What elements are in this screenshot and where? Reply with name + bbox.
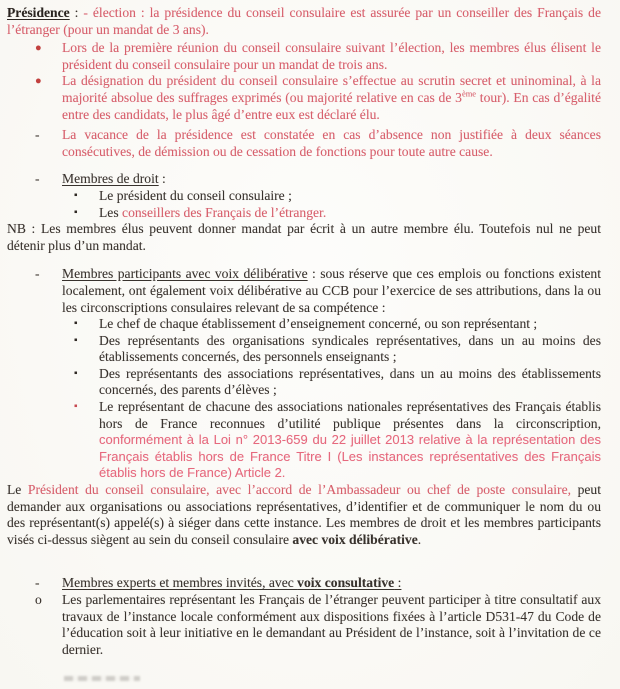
list-item-participants-4 <box>74 399 601 482</box>
law-citation-text: conformément à la Loi n° 2013-659 du 22 juillet 2013 relative à la représentation des Français établis hors de France Titre I (Les instances représentatives des Français établis hors de France) Article 2. <box>99 432 601 481</box>
dash-icon: - <box>35 266 40 282</box>
dash-icon: - <box>35 575 40 591</box>
president-highlight-text: Président du conseil consulaire, avec l’accord de l’Ambassadeur ou chef de poste consulaire, <box>27 482 572 498</box>
list-item-text: La vacance de la présidence est constatée en cas d’absence non justifiée à deux séances consécutives, de démission ou de cessation de fonctions pour toute autre cause. <box>62 127 601 159</box>
section-heading-text: Membres de droit : <box>62 171 166 187</box>
list-item-droit-1 <box>74 188 601 205</box>
intro-paragraph <box>7 5 601 38</box>
list-item-text: Des représentants des associations représentatives, dans un au moins des établissements concernés, des parents d’élèves ; <box>99 365 601 398</box>
bullet-icon: ● <box>35 42 42 55</box>
section-heading-text: Membres experts et membres invités, avec voix consultative : <box>62 575 402 591</box>
square-bullet-icon: ▪ <box>74 206 78 218</box>
square-bullet-icon: ▪ <box>74 189 78 201</box>
dash-icon: - <box>35 171 40 187</box>
section-heading-text: Membres participants avec voix délibérative : sous réserve que ces emplois ou fonctions existent localement, ont également voix délibérative au CCB pour l’exercice de ses attributions, dans la ou les circonscriptions consulaires relevant de sa compétence : <box>62 266 601 315</box>
section-heading-membres-experts <box>35 575 601 592</box>
title-separator: : <box>69 5 84 20</box>
president-paragraph: Le Président du conseil consulaire, avec l’accord de l’Ambassadeur ou chef de poste consulaire, peut demander aux organisations ou associations représentatives, d’identifier et de communiquer le nom du ou des représentant(s) appelé(s) à siéger dans cette instance. Les membres de droit et les membres participants visés ci-dessus siègent au sein du conseil consulaire avec voix délibérative. <box>7 482 602 547</box>
list-item-text: Le chef de chaque établissement d’enseignement concerné, ou son représentant ; <box>99 316 538 332</box>
circle-bullet-icon: o <box>35 592 42 607</box>
voix-deliberative-bold: avec voix délibérative <box>292 531 418 547</box>
list-item-participants-3 <box>74 366 601 399</box>
list-item-election-2 <box>35 73 601 123</box>
list-item-text: Le président du conseil consulaire ; <box>99 187 292 203</box>
scan-artifact-smudge <box>64 676 140 681</box>
list-item-participants-2 <box>74 333 601 366</box>
nb-note: NB : Les membres élus peuvent donner mandat par écrit à un autre membre élu. Toutefois nul ne peut détenir plus d’un mandat. <box>7 221 601 253</box>
section-heading-membres-participants <box>35 266 601 316</box>
square-bullet-icon: ▪ <box>74 367 78 379</box>
list-item-text: Le représentant de chacune des associations nationales représentatives des Français établis hors de France reconnues d’utilité publique présentes dans la circonscription, conformément à la Loi n° 2013-659 du 22 juillet 2013 relative à la représentation des Français établis hors de France Titre I (Les instances représentatives des Français établis hors de France) Article 2. <box>99 399 601 481</box>
bullet-icon: ● <box>35 75 42 88</box>
square-bullet-icon: ▪ <box>74 401 78 413</box>
list-item-text: Les conseillers des Français de l’étranger. <box>99 204 327 220</box>
list-item-text: Des représentants des organisations syndicales représentatives, dans un au moins des établissements concernés, des personnels enseignants ; <box>99 332 601 365</box>
list-item-election-1 <box>35 40 601 73</box>
list-item-droit-2 <box>74 205 601 222</box>
ordinal-superscript: ème <box>461 88 477 99</box>
voix-consultative-bold: voix consultative <box>297 575 395 591</box>
intro-lead-text: - élection : la présidence du conseil consulaire est assurée par un conseiller des Français de l’étranger (pour un mandat de 3 ans). <box>7 5 601 37</box>
section-heading-membres-droit <box>35 171 601 188</box>
list-item-text: La désignation du président du conseil consulaire s’effectue au scrutin secret et uninominal, à la majorité absolue des suffrages exprimés (ou majorité relative en cas de 3ème tour). En cas d’égalité entre des candidats, le plus âgé d’entre eux est déclaré élu. <box>62 73 601 122</box>
square-bullet-icon: ▪ <box>74 318 78 330</box>
list-item-text: Les parlementaires représentant les Français de l’étranger peuvent participer à titre consultatif aux travaux de l’instance locale conformément aux dispositions fixées à l’article D531-47 du Code de l’éducation soit à leur initiative en le demandant au Président de l’instance, soit à l’invitation de ce dernier. <box>62 592 601 657</box>
list-item-text: Lors de la première réunion du conseil consulaire suivant l’élection, les membres élus élisent le président du conseil consulaire pour un mandat de trois ans. <box>62 40 601 72</box>
list-item-participants-1 <box>74 316 601 333</box>
page-title: Présidence <box>7 5 70 20</box>
dash-icon: - <box>35 127 40 143</box>
list-item-vacance <box>35 127 601 160</box>
square-bullet-icon: ▪ <box>74 334 78 346</box>
list-item-parlementaires <box>35 592 601 658</box>
